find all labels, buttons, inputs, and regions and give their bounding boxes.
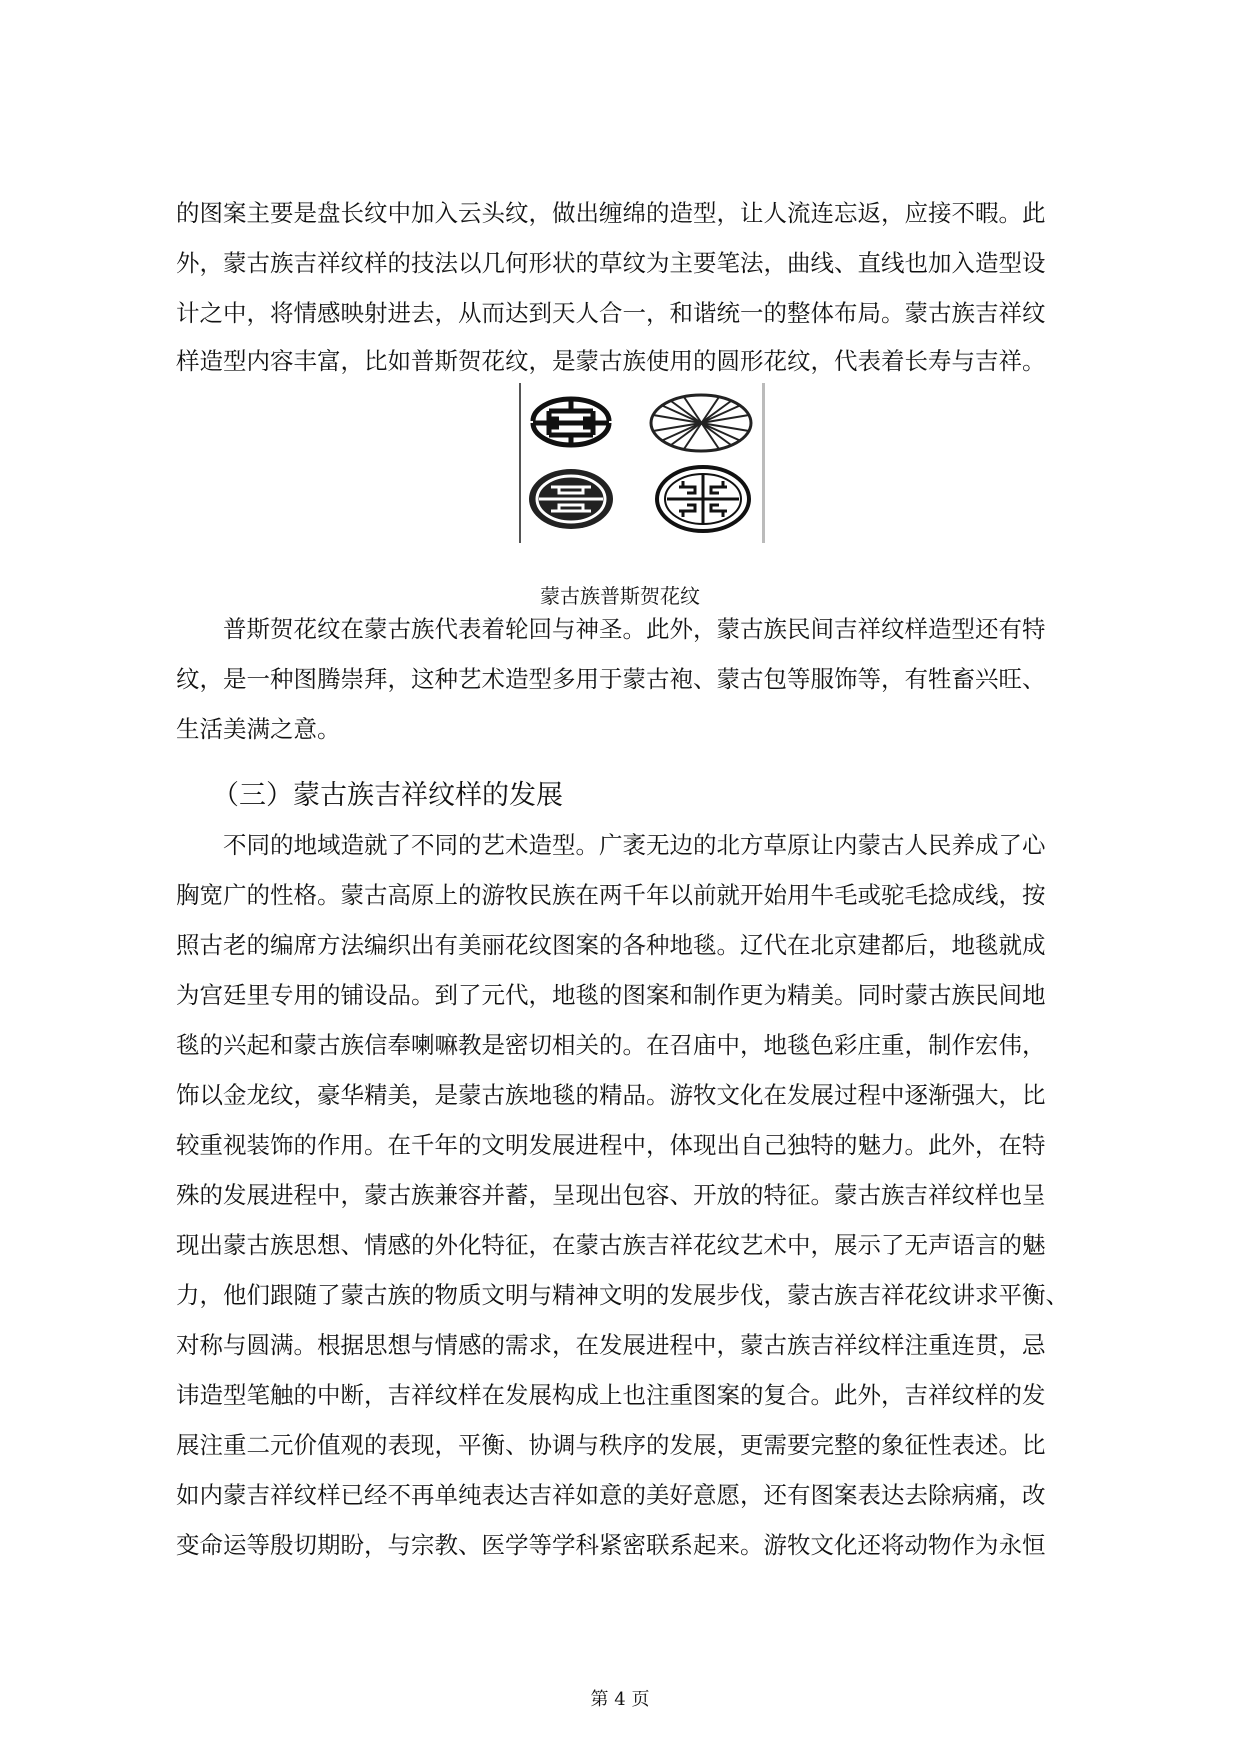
text-line: 纹，是一种图腾崇拜，这种艺术造型多用于蒙古袍、蒙古包等服饰等，有牲畜兴旺、 bbox=[176, 665, 1046, 693]
pusihe-pattern-image bbox=[519, 383, 765, 543]
text-line: 不同的地域造就了不同的艺术造型。广袤无边的北方草原让内蒙古人民养成了心 bbox=[176, 831, 1046, 859]
text-line: 普斯贺花纹在蒙古族代表着轮回与神圣。此外，蒙古族民间吉祥纹样造型还有特 bbox=[176, 615, 1046, 643]
text-line: 生活美满之意。 bbox=[176, 715, 341, 743]
figure-border-right bbox=[762, 383, 765, 543]
text-line: 变命运等殷切期盼，与宗教、医学等学科紧密联系起来。游牧文化还将动物作为永恒 bbox=[176, 1531, 1046, 1559]
pattern-bottom-left bbox=[529, 469, 613, 529]
figure-border-left bbox=[519, 383, 521, 543]
figure-caption: 蒙古族普斯贺花纹 bbox=[540, 584, 700, 608]
text-line: 毯的兴起和蒙古族信奉喇嘛教是密切相关的。在召庙中，地毯色彩庄重，制作宏伟， bbox=[176, 1031, 1046, 1059]
text-line: 胸宽广的性格。蒙古高原上的游牧民族在两千年以前就开始用牛毛或驼毛捻成线，按 bbox=[176, 881, 1046, 909]
text-line: 讳造型笔触的中断，吉祥纹样在发展构成上也注重图案的复合。此外，吉祥纹样的发 bbox=[176, 1381, 1046, 1409]
text-line: 如内蒙吉祥纹样已经不再单纯表达吉祥如意的美好意愿，还有图案表达去除病痛，改 bbox=[176, 1481, 1046, 1509]
pusihe-pattern-figure bbox=[519, 383, 765, 543]
text-line: 外，蒙古族吉祥纹样的技法以几何形状的草纹为主要笔法，曲线、直线也加入造型设 bbox=[176, 249, 1046, 277]
text-line: 较重视装饰的作用。在千年的文明发展进程中，体现出自己独特的魅力。此外，在特 bbox=[176, 1131, 1046, 1159]
text-line: 照古老的编席方法编织出有美丽花纹图案的各种地毯。辽代在北京建都后，地毯就成 bbox=[176, 931, 1046, 959]
text-line: 力，他们跟随了蒙古族的物质文明与精神文明的发展步伐，蒙古族吉祥花纹讲求平衡、 bbox=[176, 1281, 1069, 1309]
pattern-bottom-right bbox=[657, 467, 749, 531]
text-line: 对称与圆满。根据思想与情感的需求，在发展进程中，蒙古族吉祥纹样注重连贯，忌 bbox=[176, 1331, 1046, 1359]
text-line: 现出蒙古族思想、情感的外化特征，在蒙古族吉祥花纹艺术中，展示了无声语言的魅 bbox=[176, 1231, 1046, 1259]
text-line: 样造型内容丰富，比如普斯贺花纹，是蒙古族使用的圆形花纹，代表着长寿与吉祥。 bbox=[176, 347, 1046, 375]
pattern-top-left bbox=[533, 399, 609, 445]
text-line: 的图案主要是盘长纹中加入云头纹，做出缠绵的造型，让人流连忘返，应接不暇。此 bbox=[176, 199, 1046, 227]
text-line: 计之中，将情感映射进去，从而达到天人合一，和谐统一的整体布局。蒙古族吉祥纹 bbox=[176, 299, 1046, 327]
pattern-top-right bbox=[651, 395, 751, 451]
text-line: 殊的发展进程中，蒙古族兼容并蓄，呈现出包容、开放的特征。蒙古族吉祥纹样也呈 bbox=[176, 1181, 1046, 1209]
text-line: 展注重二元价值观的表现，平衡、协调与秩序的发展，更需要完整的象征性表述。比 bbox=[176, 1431, 1046, 1459]
section-heading: （三）蒙古族吉祥纹样的发展 bbox=[212, 780, 563, 811]
page-number: 第 4 页 bbox=[590, 1689, 650, 1710]
text-line: 饰以金龙纹，豪华精美，是蒙古族地毯的精品。游牧文化在发展过程中逐渐强大，比 bbox=[176, 1081, 1046, 1109]
text-line: 为宫廷里专用的铺设品。到了元代，地毯的图案和制作更为精美。同时蒙古族民间地 bbox=[176, 981, 1046, 1009]
